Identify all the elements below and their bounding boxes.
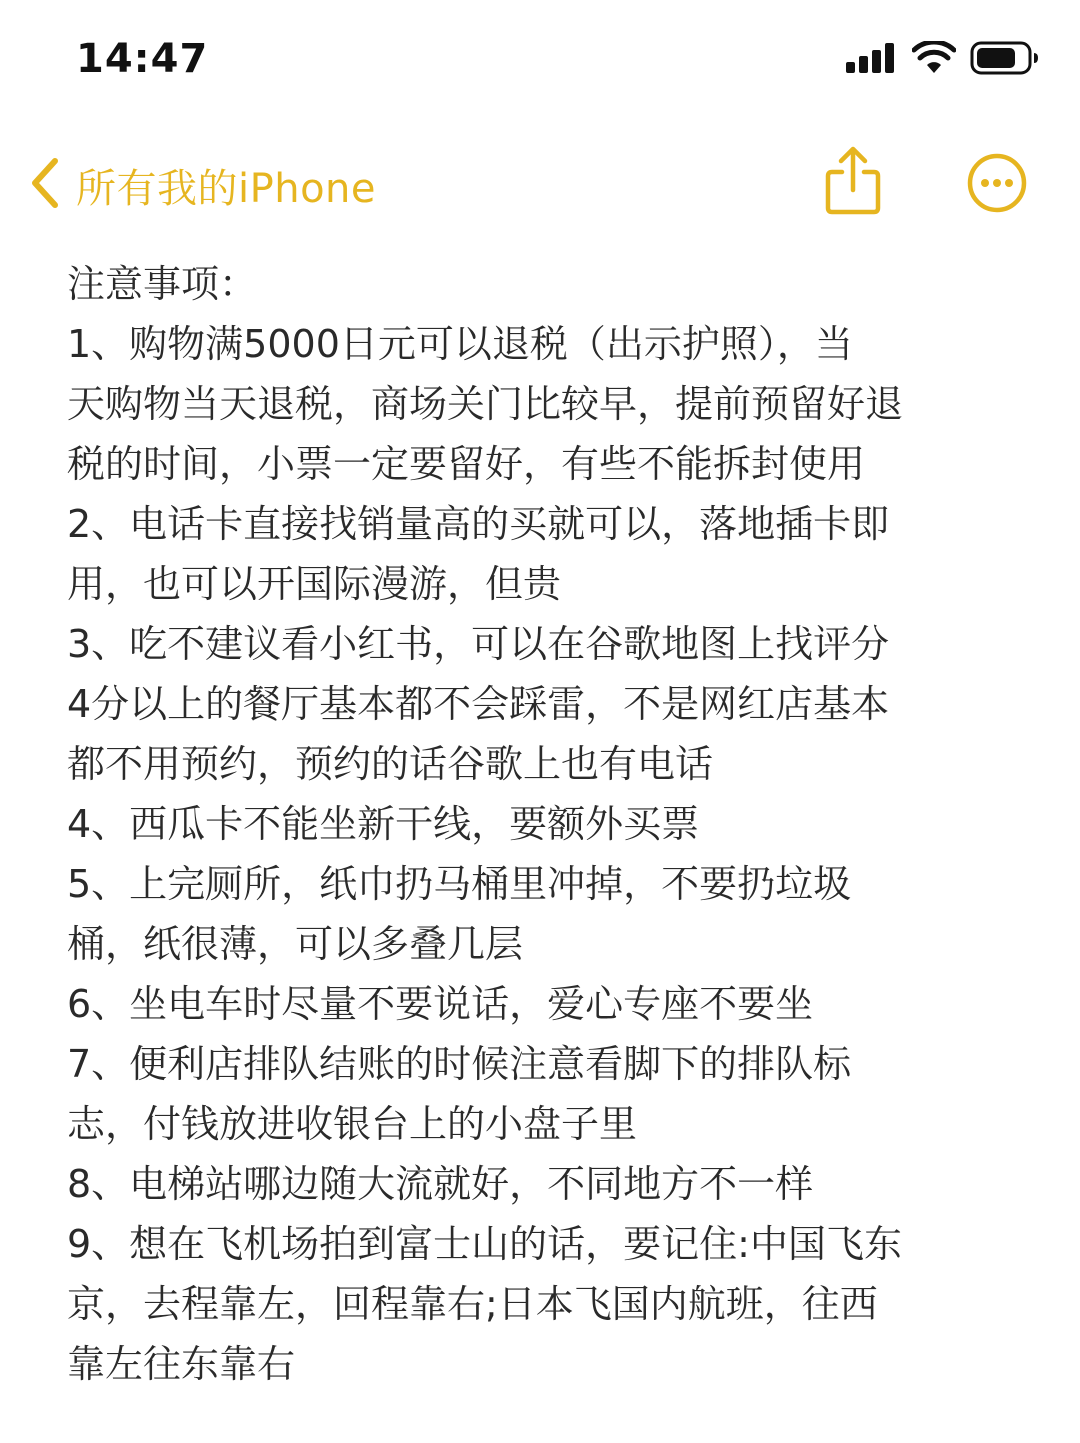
note-line: 志，付钱放进收银台上的小盘子里	[67, 1102, 638, 1146]
note-body[interactable]	[67, 254, 1027, 1394]
note-line: 9、想在飞机场拍到富士山的话，要记住:中国飞东	[67, 1222, 902, 1266]
status-icons	[846, 42, 1040, 78]
note-line: 1、购物满5000日元可以退税（出示护照），当	[67, 322, 853, 366]
more-button[interactable]	[966, 152, 1028, 214]
note-line: 桶，纸很薄，可以多叠几层	[67, 922, 524, 966]
note-line: 4分以上的餐厅基本都不会踩雷，不是网红店基本	[67, 682, 890, 726]
note-line: 用，也可以开国际漫游，但贵	[67, 562, 562, 606]
note-line: 8、电梯站哪边随大流就好，不同地方不一样	[67, 1162, 814, 1206]
cellular-signal-icon	[846, 42, 898, 78]
note-line: 2、电话卡直接找销量高的买就可以，落地插卡即	[67, 502, 890, 546]
note-line: 注意事项：	[67, 262, 258, 306]
back-label: 所有我的iPhone	[76, 165, 377, 212]
back-button[interactable]	[28, 150, 376, 220]
note-line: 天购物当天退税，商场关门比较早，提前预留好退	[67, 382, 904, 426]
note-line: 税的时间，小票一定要留好，有些不能拆封使用	[67, 442, 866, 486]
note-line: 5、上完厕所，纸巾扔马桶里冲掉，不要扔垃圾	[67, 862, 852, 906]
status-time: 14:47	[76, 36, 209, 82]
note-line: 7、便利店排队结账的时候注意看脚下的排队标	[67, 1042, 852, 1086]
note-line: 4、西瓜卡不能坐新干线，要额外买票	[67, 802, 700, 846]
note-line: 都不用预约，预约的话谷歌上也有电话	[67, 742, 714, 786]
note-line: 6、坐电车时尽量不要说话，爱心专座不要坐	[67, 982, 814, 1026]
share-button[interactable]	[822, 144, 884, 216]
status-bar	[0, 0, 1080, 120]
note-line: 京，去程靠左，回程靠右;日本飞国内航班，往西	[67, 1282, 878, 1326]
share-icon	[822, 201, 884, 220]
wifi-icon	[912, 41, 956, 79]
faded-note-date	[355, 202, 735, 234]
more-icon	[966, 199, 1028, 218]
chevron-left-icon	[28, 156, 62, 214]
note-line: 3、吃不建议看小红书，可以在谷歌地图上找评分	[67, 622, 890, 666]
battery-icon	[970, 40, 1040, 80]
note-line: 靠左往东靠右	[67, 1342, 296, 1386]
